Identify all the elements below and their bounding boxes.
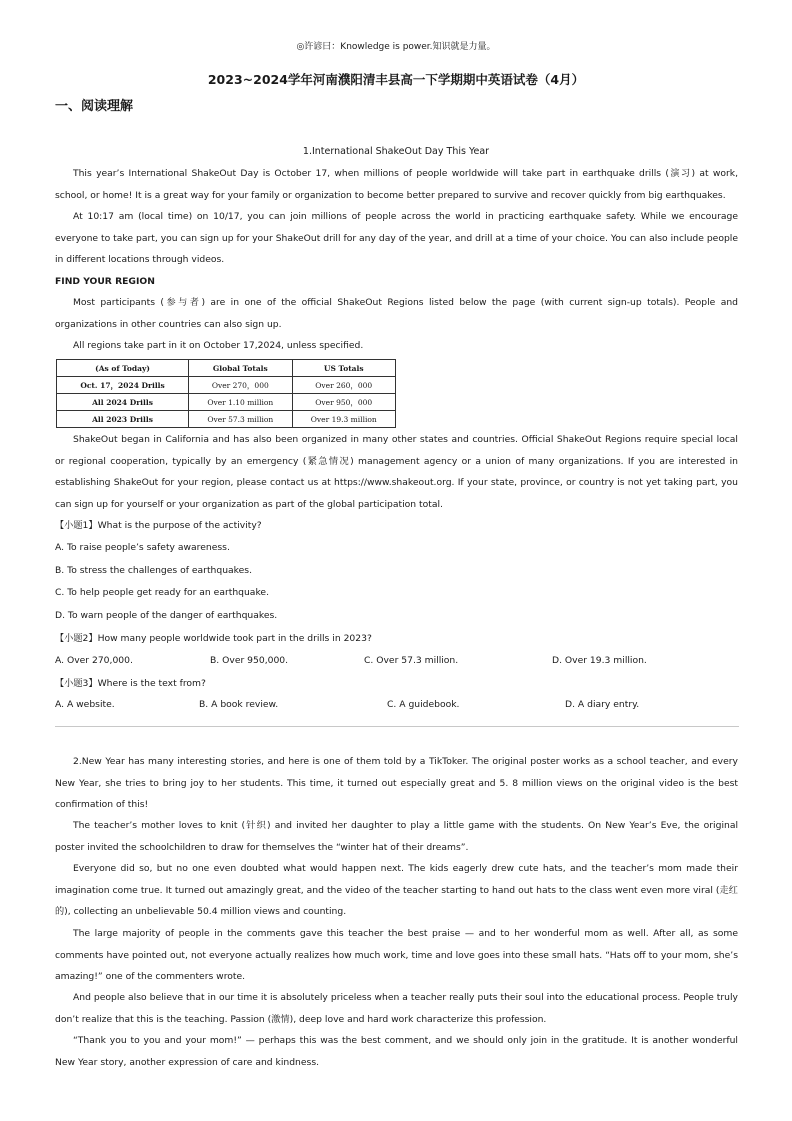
table-row [57,411,396,428]
drill-totals-table [56,359,396,428]
answer-option[interactable]: B. To stress the challenges of earthquakes. [55,565,253,576]
passage2-paragraph: And people also believe that in our time it is absolutely priceless when a teacher really puts their soul into the educational process. People truly don’t realize that this is the teaching. Passion (激情), deep love and hard work characterize this profession. [55,992,738,1025]
answer-option[interactable]: D. To warn people of the danger of earthquakes. [55,610,278,621]
table-cell: Over 1.10 million [189,394,292,411]
answer-option[interactable]: B. A book review. [199,699,279,710]
passage1-paragraph: Most participants (参与者) are in one of the official ShakeOut Regions listed below the page (with current sign-up totals). People and organizations in other countries can also sign up. [55,297,738,330]
answer-option[interactable]: A. A website. [55,699,115,710]
question-stem: 【小题1】What is the purpose of the activity? [55,520,262,531]
passage1-paragraph: ShakeOut began in California and has also been organized in many other states and countries. Official ShakeOut Regions require special local or regional cooperation, typically by an emergency (紧急情况) management agency or a union of many organizations. If you are interested in establishing ShakeOut for your region, please contact us at https://www.shakeout.org. If your state, province, or country is not yet taking part, you can sign up for yourself or your organization as part of the global participation total. [55,434,738,510]
table-cell: Over 950，000 [292,394,395,411]
answer-option[interactable]: C. Over 57.3 million. [364,655,459,666]
table-cell: Over 19.3 million [292,411,395,428]
answer-option[interactable]: D. Over 19.3 million. [552,655,647,666]
region-heading: FIND YOUR REGION [55,276,155,287]
passage2-paragraph: 2.New Year has many interesting stories, and here is one of them told by a TikToker. The original poster works as a school teacher, and every New Year, she tries to bring joy to her students. This time, it turned out especially great and 5. 8 million views on the original video is the best confirmation of this! [55,756,738,810]
answer-option[interactable]: C. A guidebook. [387,699,460,710]
table-header-cell: US Totals [292,360,395,377]
section-heading: 一、阅读理解 [55,99,134,114]
page-motto: ◎许谚曰：Knowledge is power.知识就是力量。 [296,42,496,52]
answer-option[interactable]: C. To help people get ready for an earthquake. [55,587,270,598]
section-divider [55,726,739,727]
passage2-paragraph: “Thank you to you and your mom!” — perhaps this was the best comment, and we should only join in the gratitude. It is another wonderful New Year story, another expression of care and kindness. [55,1035,738,1068]
answer-option[interactable]: B. Over 950,000. [210,655,289,666]
answer-option[interactable]: A. Over 270,000. [55,655,133,666]
table-header-row [57,360,396,377]
passage1-paragraph: At 10:17 am (local time) on 10/17, you can join millions of people across the world in practicing earthquake safety. While we encourage everyone to take part, you can sign up for your ShakeOut drill for any day of the year, and drill at a time of your choice. You can also include people in different locations through videos. [55,211,738,265]
table-header-cell: (As of Today) [57,360,189,377]
table-cell: All 2023 Drills [57,411,189,428]
exam-title: 2023~2024学年河南濮阳清丰县高一下学期期中英语试卷（4月） [207,72,585,87]
question-stem: 【小题2】How many people worldwide took part in the drills in 2023? [55,633,372,644]
passage2-paragraph: Everyone did so, but no one even doubted what would happen next. The kids eagerly drew cute hats, and the teacher’s mom made their imagination come true. It turned out amazingly great, and the video of the teacher starting to hand out hats to the class went even more viral (走红的), collecting an unbelievable 50.4 million views and counting. [55,863,738,917]
passage1-paragraph: This year’s International ShakeOut Day is October 17, when millions of people worldwide will take part in earthquake drills (演习) at work, school, or home! It is a great way for your family or organization to become better prepared to survive and recover quickly from big earthquakes. [55,168,738,201]
table-row [57,394,396,411]
passage1-note: All regions take part in it on October 17,2024, unless specified. [73,340,364,351]
passage1-title: 1.International ShakeOut Day This Year [302,146,490,157]
table-cell: Over 260，000 [292,377,395,394]
answer-option[interactable]: A. To raise people’s safety awareness. [55,542,230,553]
table-cell: Over 57.3 million [189,411,292,428]
table-header-cell: Global Totals [189,360,292,377]
question-stem: 【小题3】Where is the text from? [55,678,206,689]
table-cell: All 2024 Drills [57,394,189,411]
table-cell: Oct. 17，2024 Drills [57,377,189,394]
table-row [57,377,396,394]
answer-option[interactable]: D. A diary entry. [565,699,640,710]
table-cell: Over 270，000 [189,377,292,394]
passage2-paragraph: The large majority of people in the comments gave this teacher the best praise — and to her wonderful mom as well. After all, as some comments have pointed out, not everyone actually realizes how much work, time and love goes into these small hats. “Hats off to your mom, she’s amazing!” one of the commenters wrote. [55,928,738,982]
passage2-paragraph: The teacher’s mother loves to knit (针织) and invited her daughter to play a little game with the students. On New Year’s Eve, the original poster invited the schoolchildren to draw for themselves the “winter hat of their dreams”. [55,820,738,853]
